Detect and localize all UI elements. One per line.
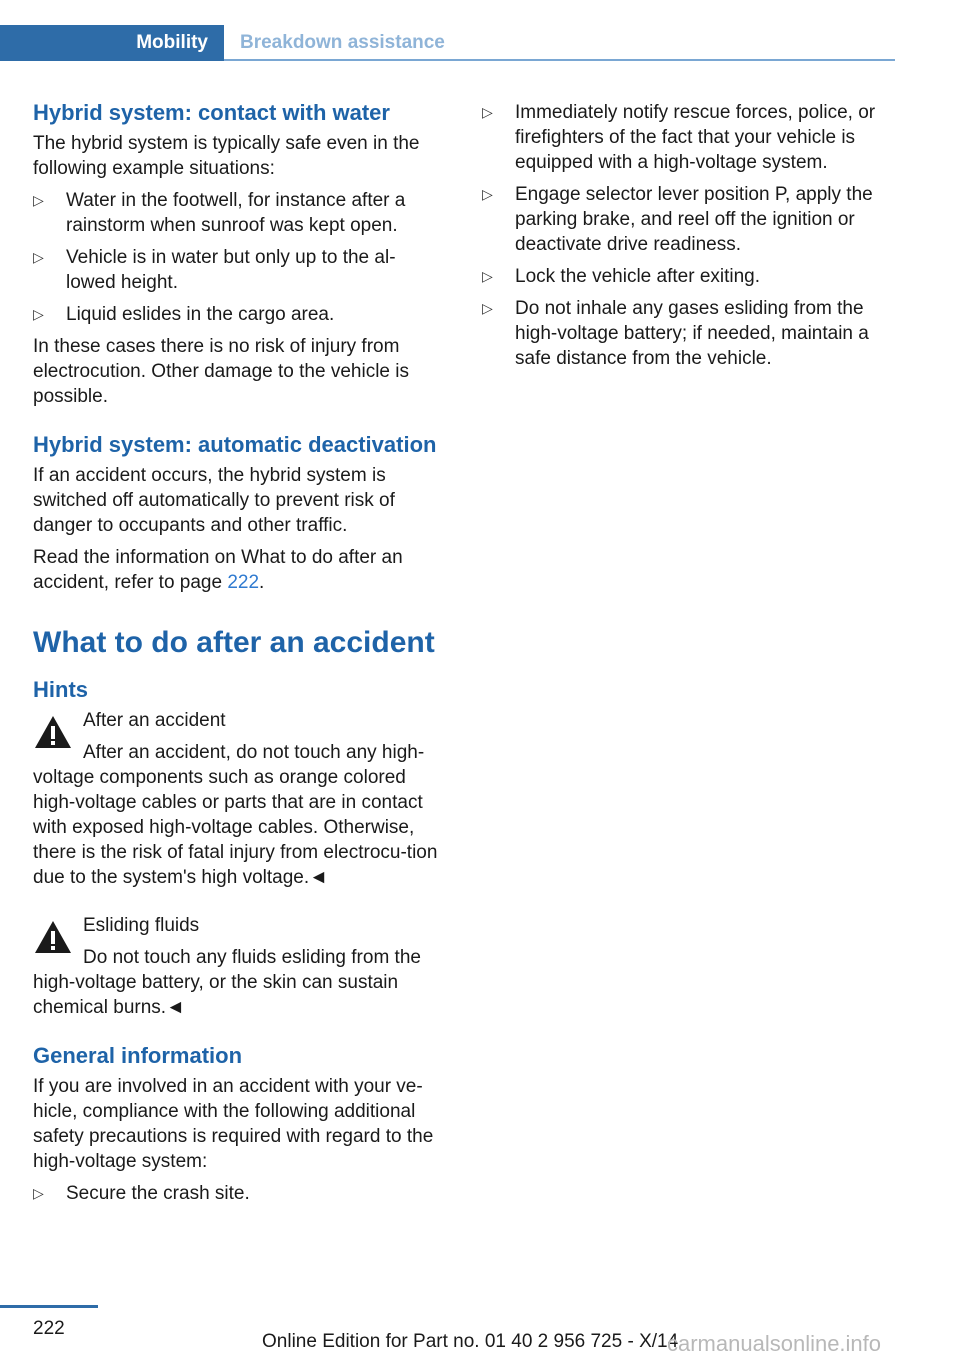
- page-link[interactable]: 222: [227, 572, 260, 593]
- heading-automatic-deactivation: Hybrid system: automatic deactivation: [33, 432, 437, 457]
- warning-esliding-fluids: [33, 913, 445, 1020]
- triangle-right-icon: ▷: [33, 306, 44, 322]
- right-column: [482, 100, 894, 378]
- left-column: [33, 100, 445, 1213]
- triangle-right-icon: ▷: [33, 192, 44, 208]
- warning-body: Do not touch any fluids esliding from the high-voltage battery, or the skin can sustain chemical burns.◄: [33, 947, 421, 1018]
- edition-text: Online Edition for Part no. 01 40 2 956 725 - X/14: [262, 1331, 679, 1352]
- warning-title: After an accident: [83, 710, 226, 731]
- heading-contact-water: Hybrid system: contact with water: [33, 100, 390, 125]
- list-item: ▷ Liquid eslides in the cargo area.: [33, 304, 335, 325]
- list-item: ▷ Do not inhale any gases esliding from the high-voltage battery; if needed, maintain a safe distance from the vehicle.: [482, 298, 869, 369]
- triangle-right-icon: ▷: [33, 249, 44, 265]
- list-item: ▷ Secure the crash site.: [33, 1183, 250, 1204]
- heading-what-to-do: What to do after an accident: [33, 626, 435, 659]
- warning-triangle-icon: [33, 919, 73, 955]
- subsection-tab: Breakdown assistance: [240, 32, 445, 53]
- triangle-right-icon: ▷: [482, 104, 493, 120]
- water-outro: In these cases there is no risk of injury from electrocution. Other damage to the vehicle is possible.: [33, 336, 409, 407]
- list-item: ▷ Vehicle is in water but only up to the al‐lowed height.: [33, 247, 396, 293]
- footer-rule: [0, 1305, 98, 1308]
- triangle-right-icon: ▷: [33, 1185, 44, 1201]
- read-info-text: Read the information on What to do after an accident, refer to page 222.: [33, 547, 403, 593]
- triangle-right-icon: ▷: [482, 186, 493, 202]
- warning-title: Esliding fluids: [83, 915, 200, 936]
- list-item: ▷ Water in the footwell, for instance after a rainstorm when sunroof was kept open.: [33, 190, 406, 236]
- list-item: ▷ Immediately notify rescue forces, police, or firefighters of the fact that your vehicle is equipped with a high-voltage system.: [482, 102, 876, 173]
- page-header: [0, 25, 895, 61]
- list-item: ▷ Lock the vehicle after exiting.: [482, 266, 761, 287]
- list-item: ▷ Engage selector lever position P, apply the parking brake, and reel off the ignition or deactivate drive readiness.: [482, 184, 873, 255]
- heading-hints: Hints: [33, 677, 88, 702]
- general-list: [33, 1181, 445, 1206]
- deactivation-text: If an accident occurs, the hybrid system is switched off automatically to prevent risk of danger to occupants and other traffic.: [33, 465, 395, 536]
- warning-body: After an accident, do not touch any high-voltage components such as orange colored high-voltage cables or parts that are in contact with exposed high-voltage cables. Otherwise, there is the risk of fatal injury from electrocu‐tion due to the system's high voltage.◄: [33, 742, 438, 888]
- watermark: carmanualsonline.info: [667, 1331, 882, 1356]
- header-rule: [224, 59, 895, 61]
- warning-after-accident: [33, 708, 445, 890]
- triangle-right-icon: ▷: [482, 268, 493, 284]
- general-text: If you are involved in an accident with your ve‐hicle, compliance with the following additional safety precautions is required with regard to the high-voltage system:: [33, 1076, 434, 1172]
- warning-triangle-icon: [33, 714, 73, 750]
- precautions-list: [482, 100, 894, 371]
- water-intro: The hybrid system is typically safe even in the following example situations:: [33, 133, 420, 179]
- page-number: 222: [33, 1318, 65, 1339]
- water-list: [33, 188, 445, 327]
- heading-general-information: General information: [33, 1043, 243, 1068]
- section-tab: Mobility: [0, 25, 224, 61]
- triangle-right-icon: ▷: [482, 300, 493, 316]
